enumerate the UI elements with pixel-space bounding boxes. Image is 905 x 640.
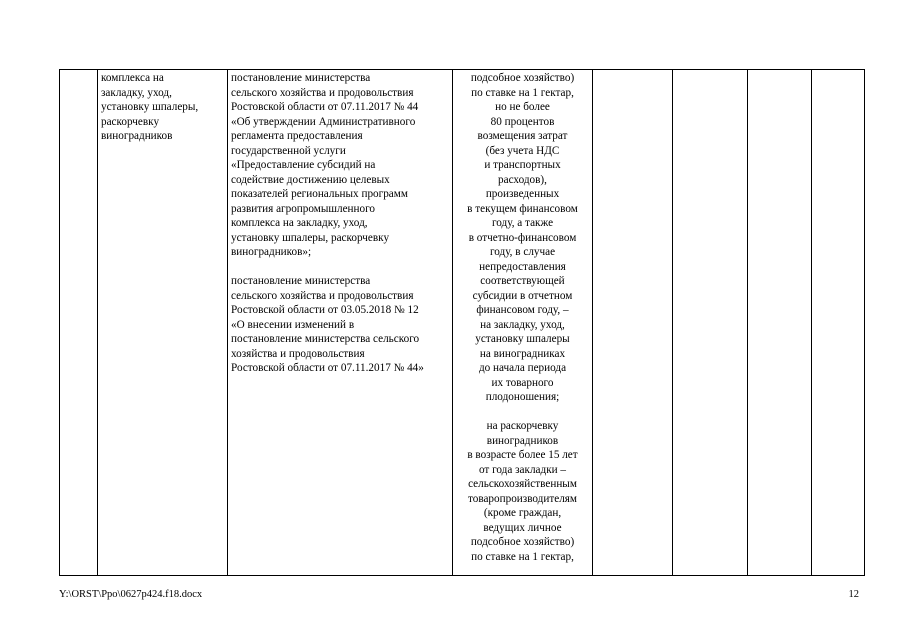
text-line: (кроме граждан, [483,507,562,519]
text-line: на закладку, уход, [480,318,565,331]
text-line: произведенных [485,188,560,200]
text-line: постановление министерства сельского [231,333,420,345]
text-line: Ростовской области от 03.05.2018 № 12 [231,304,419,316]
text-line: по ставке на 1 гектар, [471,86,574,99]
text-line: развития агропромышленного [231,202,376,215]
text-line: виноградников [486,434,559,447]
text-line: соответствующей [480,275,565,287]
text-line: сельского хозяйства и продовольствия [231,289,414,302]
cell-number [60,70,98,576]
text-line: комплекса на закладку, уход, [231,217,368,229]
text-line: на раскорчевку [486,420,559,432]
text-line: финансовом году, – [476,304,569,316]
text-line: хозяйства и продовольствия [231,347,365,360]
text-line: непредоставления [479,260,566,273]
text-line: «О внесении изменений в [231,318,355,331]
table-row [60,70,865,576]
text-line: сельскохозяйственным [468,478,577,490]
text-line: «Предоставление субсидий на [231,159,376,171]
footer-page-number: 12 [848,589,859,600]
text-line: в отчетно-финансовом [468,231,577,244]
text-line: закладку, уход, [101,86,172,99]
text-line: в возрасте более 15 лет [467,449,578,461]
text-line: комплекса на [101,72,164,84]
text-line: по ставке на 1 гектар, [471,550,574,563]
text-line: их товарного [491,376,554,389]
cell-measure-name [98,70,228,576]
text-line: до начала периода [478,362,567,374]
text-line: установку шпалеры, раскорчевку [231,231,390,244]
text-line: и транспортных [484,159,561,171]
text-line: ведущих личное [483,521,562,534]
text-line: раскорчевку [101,115,160,128]
measures-table [59,69,865,576]
text-line: но не более [495,101,550,113]
footer-file-path: Y:\ORST\Ppo\0627p424.f18.docx [59,589,203,600]
text-line: «Об утверждении Административного [231,115,416,128]
cell-empty-5 [593,70,673,576]
text-line: государственной услуги [231,144,346,157]
cell-legal-basis [228,70,453,576]
cell-subsidy-conditions [453,70,593,576]
text-line: Ростовской области от 07.11.2017 № 44 [231,101,419,113]
text-line: содействие достижению целевых [231,173,390,186]
text-line: от года закладки – [478,463,567,476]
text-line: на виноградниках [479,347,566,360]
text-line: расходов), [498,173,547,186]
text-line: году, а также [491,217,554,229]
text-line: году, в случае [489,246,556,258]
cell-empty-7 [748,70,812,576]
text-line: постановление министерства [231,275,371,287]
text-line: подсобное хозяйство) [470,536,575,548]
text-line: Ростовской области от 07.11.2017 № 44» [231,362,424,374]
text-line: установку шпалеры [475,333,570,345]
text-line: постановление министерства [231,72,371,84]
text-line: установку шпалеры, [101,101,199,113]
text-line: 80 процентов [490,115,555,128]
text-line: в текущем финансовом [467,202,578,215]
text-line: плодоношения; [485,391,560,403]
text-line: (без учета НДС [485,144,560,157]
text-line: виноградников [101,130,173,142]
text-line: подсобное хозяйство) [470,72,575,84]
text-line: товаропроизводителям [467,492,578,505]
text-line: регламента предоставления [231,130,363,142]
cell-empty-8 [812,70,865,576]
text-line: виноградников»; [231,246,312,258]
text-line: субсидии в отчетном [472,289,573,302]
cell-empty-6 [673,70,748,576]
text-line: возмещения затрат [477,130,568,142]
text-line: показателей региональных программ [231,188,408,200]
text-line: сельского хозяйства и продовольствия [231,86,414,99]
